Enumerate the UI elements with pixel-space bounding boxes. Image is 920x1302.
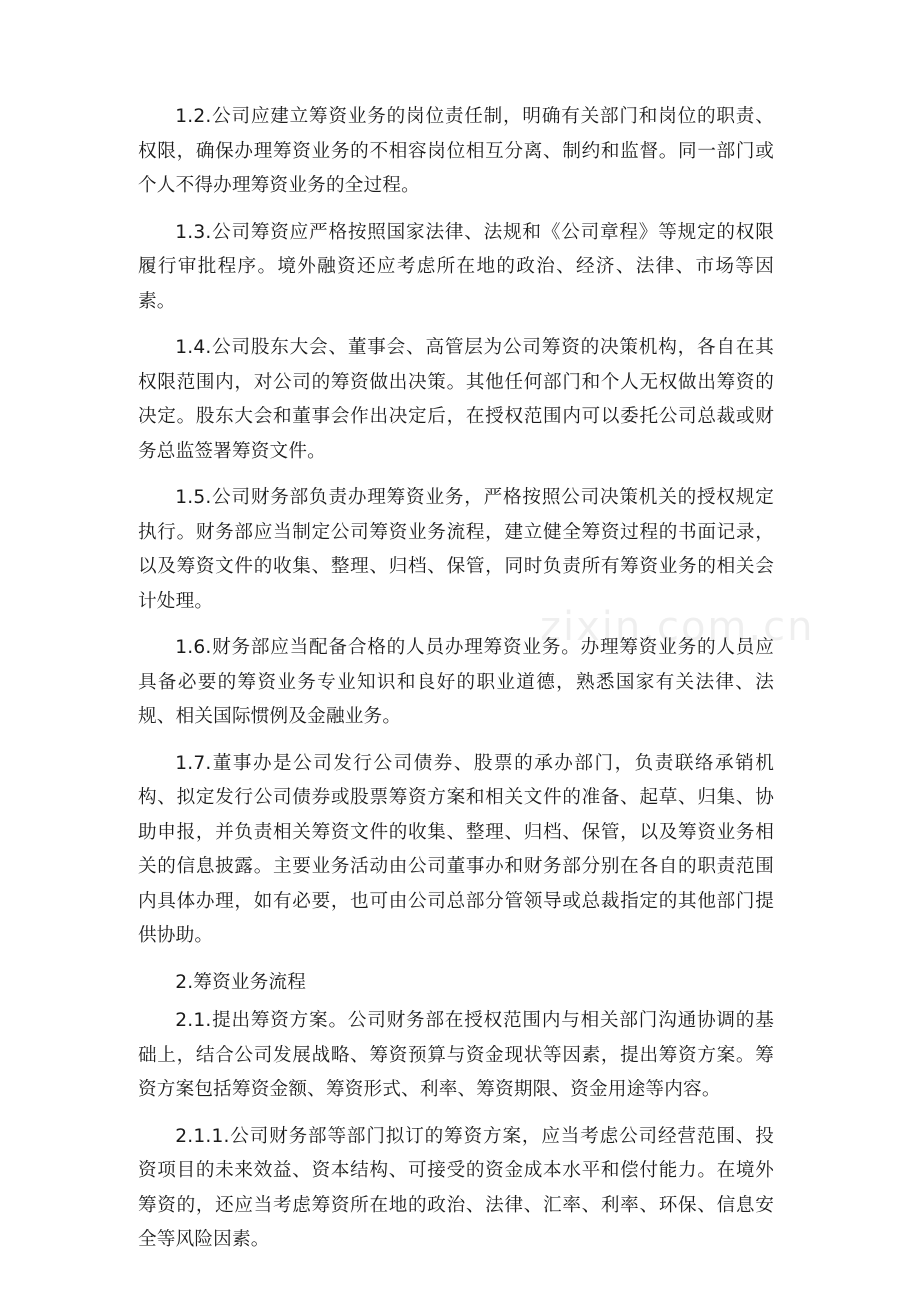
document-body xyxy=(138,100,774,1270)
paragraph-1-6: 1.6.财务部应当配备合格的人员办理筹资业务。办理筹资业务的人员应具备必要的筹资业务专业知识和良好的职业道德，熟悉国家有关法律、法规、相关国际惯例及金融业务。 xyxy=(138,637,774,727)
paragraph-2-1-1: 2.1.1.公司财务部等部门拟订的筹资方案，应当考虑公司经营范围、投资项目的未来效益、资本结构、可接受的资金成本水平和偿付能力。在境外筹资的，还应当考虑筹资所在地的政治、法律、汇率、利率、环保、信息安全等风险因素。 xyxy=(138,1125,774,1250)
watermark: zixin.com.cn xyxy=(540,604,815,650)
paragraph-1-2: 1.2.公司应建立筹资业务的岗位责任制，明确有关部门和岗位的职责、权限，确保办理筹资业务的不相容岗位相互分离、制约和监督。同一部门或个人不得办理筹资业务的全过程。 xyxy=(138,106,774,196)
paragraph-1-4: 1.4.公司股东大会、董事会、高管层为公司筹资的决策机构，各自在其权限范围内，对公司的筹资做出决策。其他任何部门和个人无权做出筹资的决定。股东大会和董事会作出决定后，在授权范围内可以委托公司总裁或财务总监签署筹资文件。 xyxy=(138,337,774,462)
paragraph-2-1: 2.1.提出筹资方案。公司财务部在授权范围内与相关部门沟通协调的基础上，结合公司发展战略、筹资预算与资金现状等因素，提出筹资方案。筹资方案包括筹资金额、筹资形式、利率、筹资期限、资金用途等内容。 xyxy=(138,1010,774,1100)
paragraph-1-3: 1.3.公司筹资应严格按照国家法律、法规和《公司章程》等规定的权限履行审批程序。境外融资还应考虑所在地的政治、经济、法律、市场等因素。 xyxy=(138,221,774,312)
section-heading-2: 2.筹资业务流程 xyxy=(175,971,307,993)
paragraph-1-5: 1.5.公司财务部负责办理筹资业务，严格按照公司决策机关的授权规定执行。财务部应当制定公司筹资业务流程，建立健全筹资过程的书面记录，以及筹资文件的收集、整理、归档、保管，同时负责所有筹资业务的相关会计处理。 xyxy=(138,487,774,612)
paragraph-1-7: 1.7.董事办是公司发行公司债券、股票的承办部门，负责联络承销机构、拟定发行公司债券或股票筹资方案和相关文件的准备、起草、归集、协助申报，并负责相关筹资文件的收集、整理、归档、保管，以及筹资业务相关的信息披露。主要业务活动由公司董事办和财务部分别在各自的职责范围内具体办理，如有必要，也可由公司总部分管领导或总裁指定的其他部门提供协助。 xyxy=(138,752,774,946)
